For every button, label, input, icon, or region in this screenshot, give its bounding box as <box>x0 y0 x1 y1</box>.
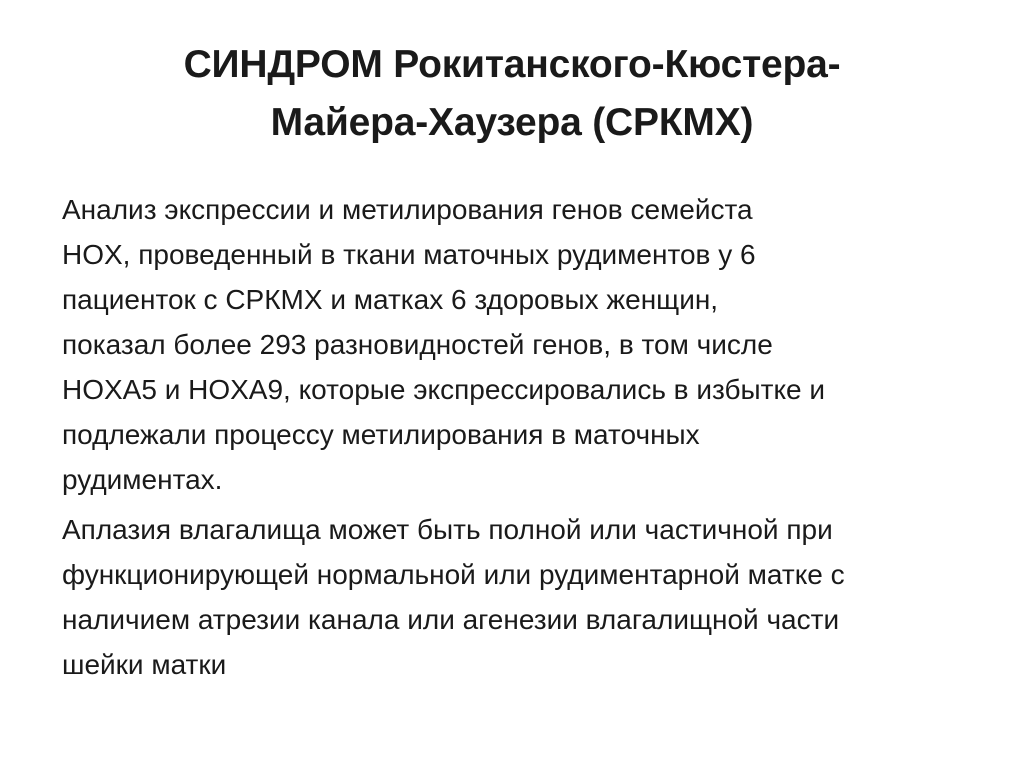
paragraph-vaginal-aplasia <box>62 507 982 687</box>
paragraph-hox-analysis <box>62 187 982 502</box>
slide-body <box>62 187 982 690</box>
slide-title <box>40 36 984 152</box>
paragraph-2-line-4: шейки матки <box>62 649 227 680</box>
paragraph-1-line-7: рудиментах. <box>62 464 223 495</box>
paragraph-2-line-3: наличием атрезии канала или агенезии влагалищной части <box>62 604 840 635</box>
paragraph-1-line-6: подлежали процессу метилирования в маточных <box>62 419 700 450</box>
paragraph-1-line-4: показал более 293 разновидностей генов, в том числе <box>62 329 773 360</box>
paragraph-1-line-2: HOX, проведенный в ткани маточных рудиментов у 6 <box>62 239 756 270</box>
paragraph-1-line-3: пациенток с СРКМХ и матках 6 здоровых женщин, <box>62 284 719 315</box>
paragraph-2-line-2: функционирующей нормальной или рудиментарной матке с <box>62 559 845 590</box>
paragraph-1-line-1: Анализ экспрессии и метилирования генов семейста <box>62 194 753 225</box>
paragraph-1-line-5: HOXA5 и HOXA9, которые экспрессировались в избытке и <box>62 374 826 405</box>
paragraph-2-line-1: Аплазия влагалища может быть полной или частичной при <box>62 514 833 545</box>
title-line-1: СИНДРОМ Рокитанского-Кюстера- <box>183 43 841 86</box>
title-line-2: Майера-Хаузера (СРКМХ) <box>270 101 754 144</box>
